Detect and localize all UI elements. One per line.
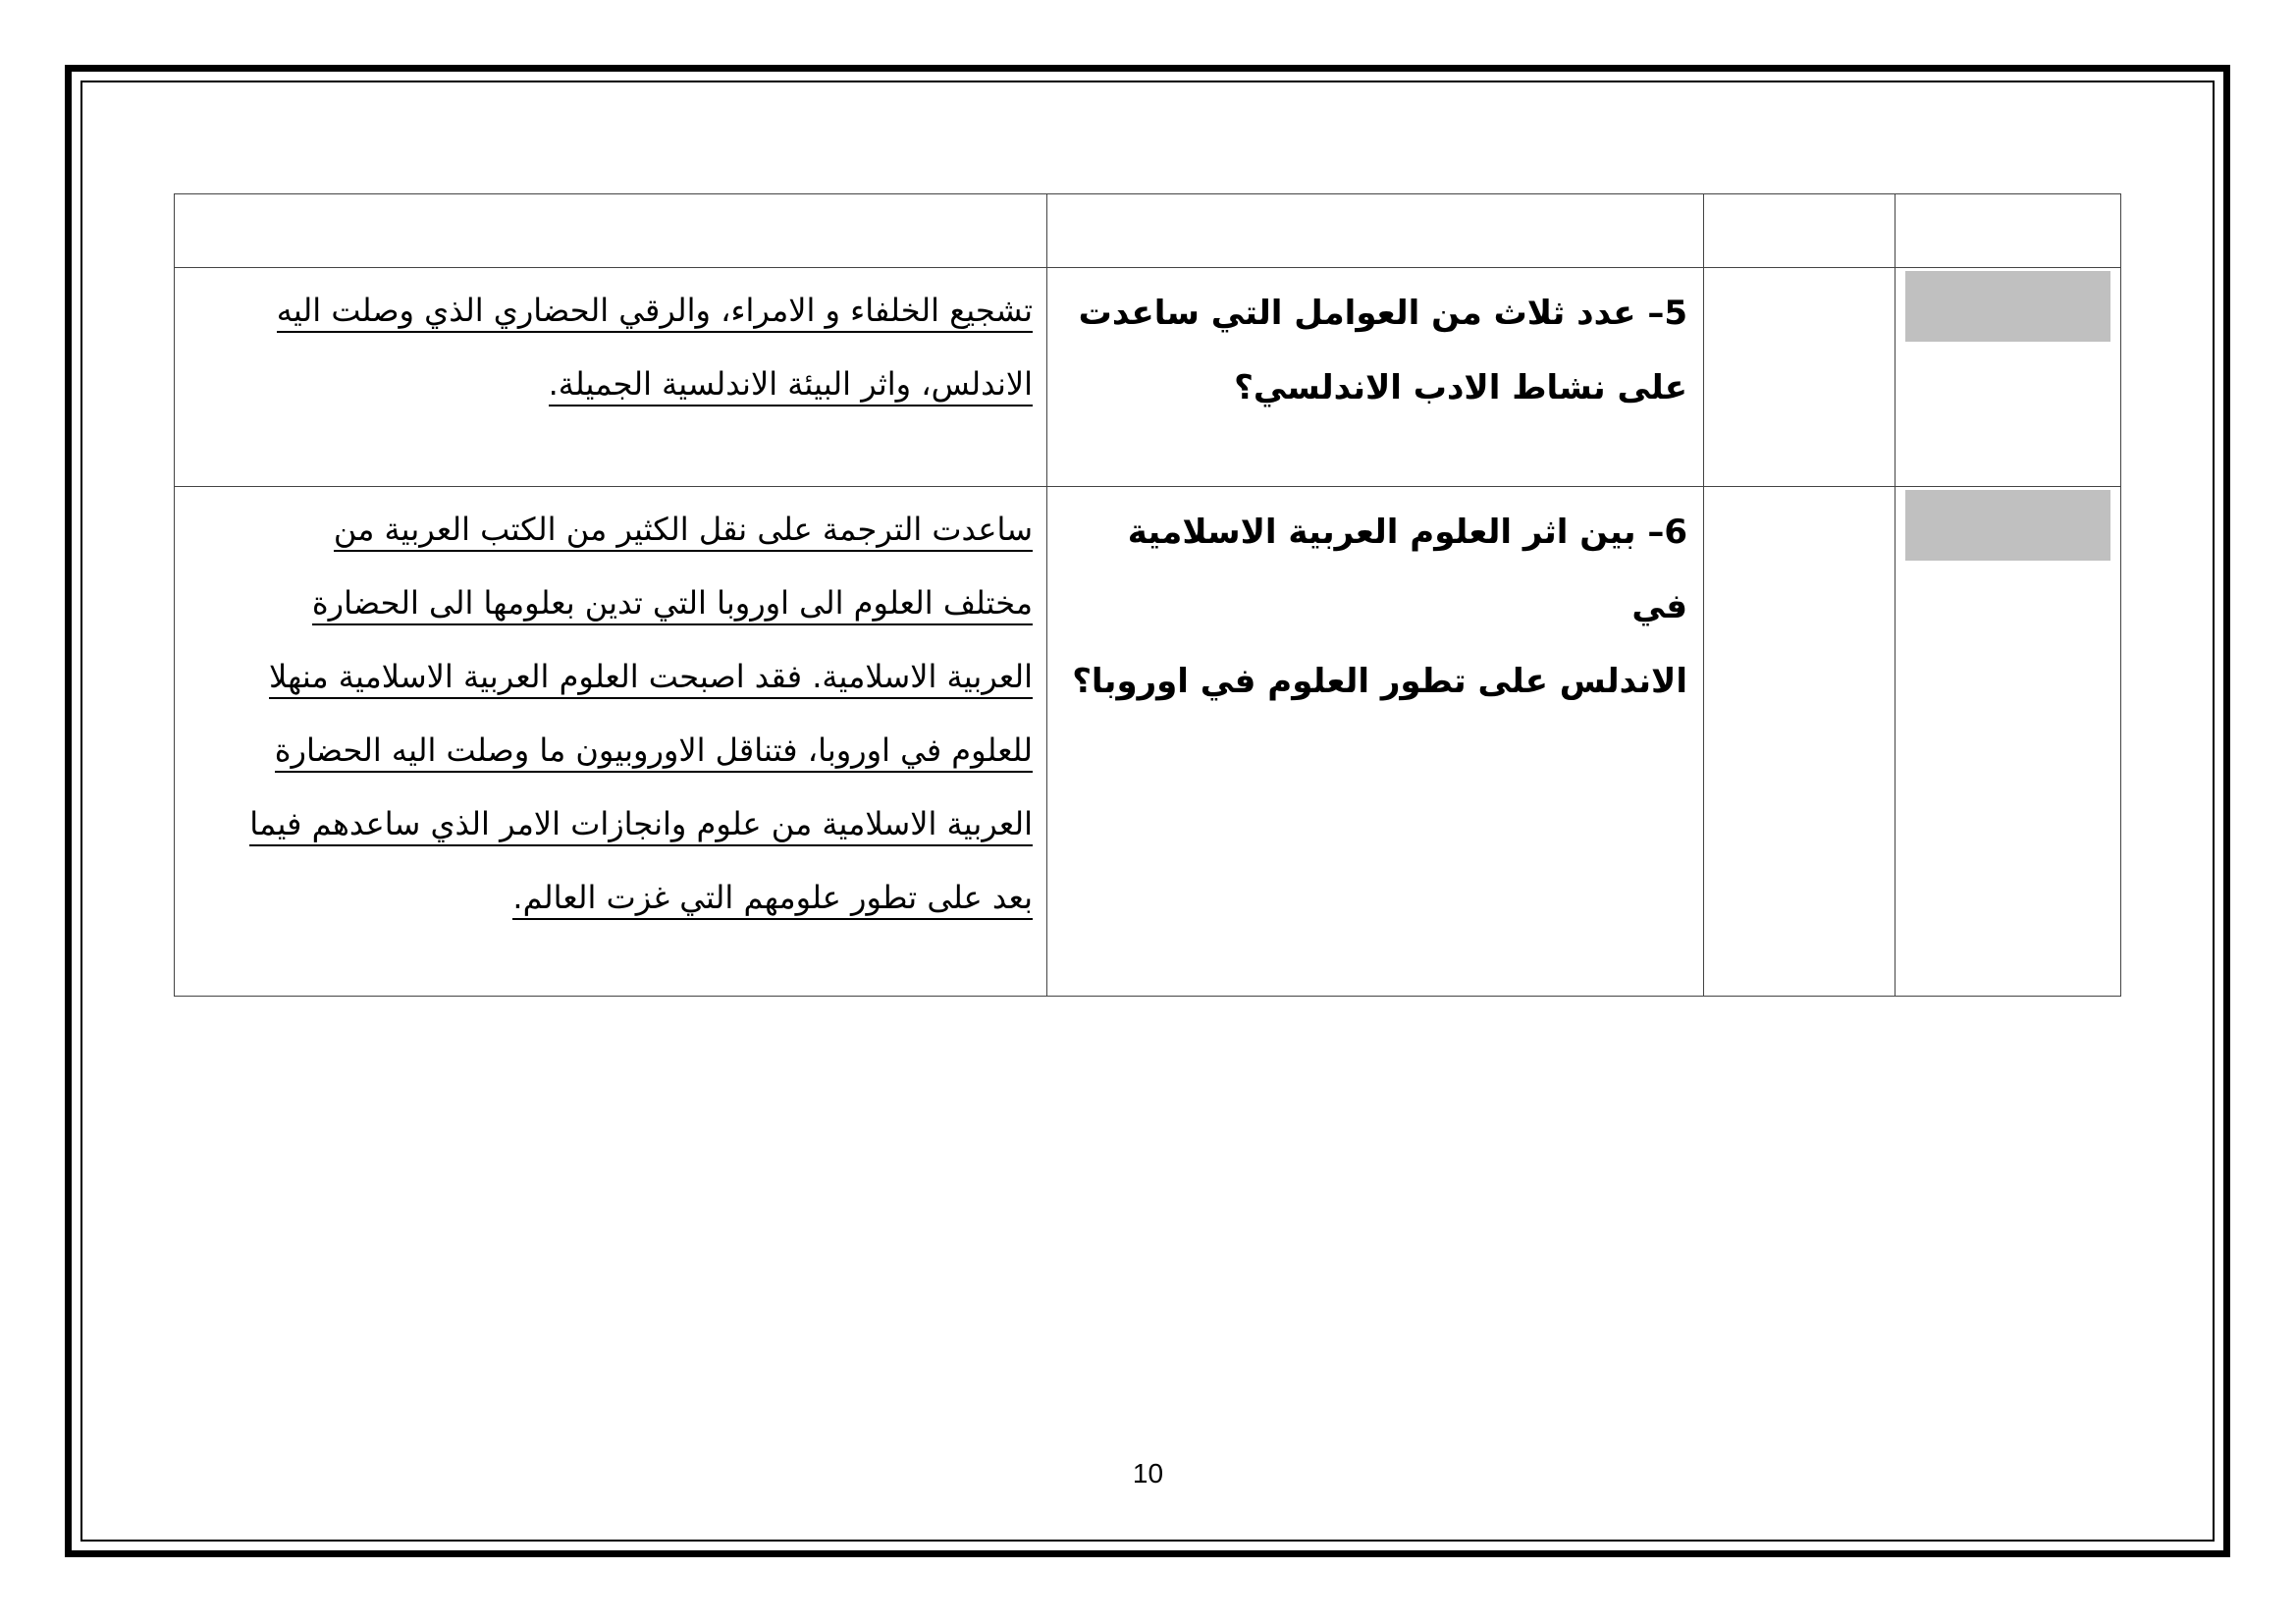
answer-cell bbox=[175, 487, 1047, 997]
question-line: على نشاط الادب الاندلسي؟ bbox=[1234, 368, 1687, 407]
page-number: 10 bbox=[1132, 1458, 1164, 1489]
question-text bbox=[1047, 268, 1703, 425]
mark-cell bbox=[1896, 268, 2121, 487]
question-line: الاندلس على تطور العلوم في اوروبا؟ bbox=[1072, 662, 1687, 701]
score-cell bbox=[1704, 194, 1896, 268]
answer-text bbox=[175, 487, 1046, 935]
answer-line: العربية الاسلامية من علوم وانجازات الامر الذي ساعدهم فيما bbox=[194, 787, 1033, 861]
answer-cell bbox=[175, 194, 1047, 268]
table-row bbox=[175, 268, 2121, 487]
question-cell bbox=[1047, 268, 1704, 487]
question-answer-table bbox=[174, 193, 2121, 997]
question-cell bbox=[1047, 487, 1704, 997]
answer-cell bbox=[175, 268, 1047, 487]
answer-line: العربية الاسلامية. فقد اصبحت العلوم العربية الاسلامية منهلا bbox=[194, 640, 1033, 714]
mark-cell bbox=[1896, 487, 2121, 997]
score-cell bbox=[1704, 268, 1896, 487]
answer-line: للعلوم في اوروبا، فتناقل الاوروبيون ما وصلت اليه الحضارة bbox=[194, 714, 1033, 787]
highlight-box bbox=[1905, 490, 2110, 561]
answer-line: الاندلس، واثر البيئة الاندلسية الجميلة. bbox=[194, 348, 1033, 421]
question-text bbox=[1047, 487, 1703, 719]
answer-line: ساعدت الترجمة على نقل الكثير من الكتب العربية من bbox=[194, 493, 1033, 567]
highlight-box bbox=[1905, 271, 2110, 342]
answer-line: مختلف العلوم الى اوروبا التي تدين بعلومها الى الحضارة bbox=[194, 567, 1033, 640]
mark-cell bbox=[1896, 194, 2121, 268]
score-cell bbox=[1704, 487, 1896, 997]
table-row bbox=[175, 487, 2121, 997]
answer-line: بعد على تطور علومهم التي غزت العالم. bbox=[194, 861, 1033, 935]
question-number: 5 bbox=[1664, 294, 1687, 333]
question-line: – عدد ثلاث من العوامل التي ساعدت bbox=[1078, 294, 1665, 333]
answer-text bbox=[175, 268, 1046, 421]
question-line: – بين اثر العلوم العربية الاسلامية في bbox=[1127, 513, 1687, 626]
question-cell bbox=[1047, 194, 1704, 268]
question-number: 6 bbox=[1664, 513, 1687, 552]
table-row bbox=[175, 194, 2121, 268]
answer-line: تشجيع الخلفاء و الامراء، والرقي الحضاري الذي وصلت اليه bbox=[194, 274, 1033, 348]
